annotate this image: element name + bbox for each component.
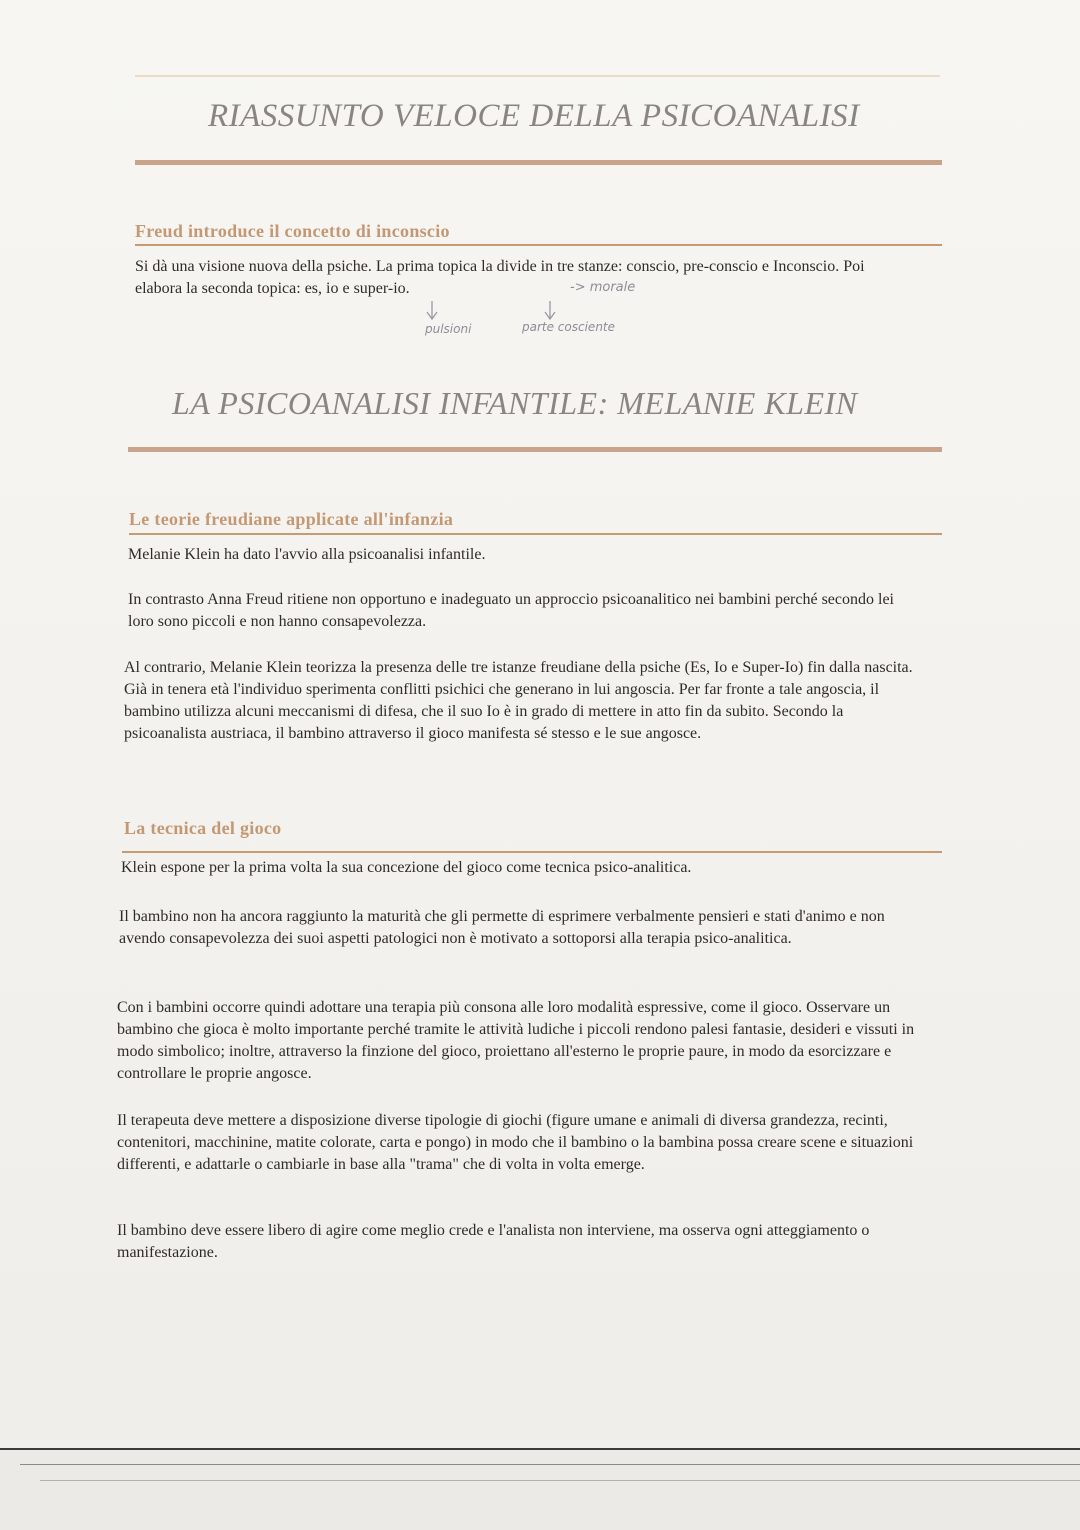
paper-bottom-edge [0, 1448, 1080, 1530]
paragraph-gioco-2: Il bambino non ha ancora raggiunto la maturità che gli permette di esprimere verbalmente pensieri e stati d'animo e non avendo consapevolezza dei suoi aspetti patologici non è motivato a sottoporsi alla terapia psico-analitica. [119, 908, 885, 947]
section-rule-freud [135, 244, 942, 246]
pencil-arrow-down-icon [424, 300, 440, 322]
section-heading-teorie: Le teorie freudiane applicate all'infanzia [129, 509, 454, 529]
section-rule-gioco [122, 851, 942, 853]
main-title: RIASSUNTO VELOCE DELLA PSICOANALISI [208, 98, 860, 134]
paragraph-teorie-1: Melanie Klein ha dato l'avvio alla psicoanalisi infantile. [128, 546, 486, 563]
main-title-rule [135, 160, 942, 165]
klein-title-rule [128, 447, 942, 452]
pencil-arrow-down-icon [542, 300, 558, 322]
paragraph-gioco-3: Con i bambini occorre quindi adottare una terapia più consona alle loro modalità espressive, come il gioco. Osservare un bambino che gioca è molto importante perché tramite le attività ludiche i piccoli rendono palesi fantasie, desideri e vissuti in modo simbolico; inoltre, attraverso la finzione del gioco, proiettano all'esterno le proprie paure, in modo da esorcizzare e controllare le proprie angosce. [117, 999, 915, 1082]
section-heading-gioco: La tecnica del gioco [124, 818, 282, 838]
top-hairline [135, 75, 940, 77]
paragraph-teorie-3: Al contrario, Melanie Klein teorizza la presenza delle tre istanze freudiane della psiche (Es, Io e Super-Io) fin dalla nascita. Già in tenera età l'individuo sperimenta conflitti psichici che generano in lui angoscia. Per far fronte a tale angoscia, il bambino utilizza alcuni meccanismi di difesa, che il suo Io è in grado di mettere in atto fin da subito. Secondo la psicoanalista austriaca, il bambino attraverso il gioco manifesta sé stesso e le sue angosce. [124, 659, 913, 742]
paragraph-gioco-1: Klein espone per la prima volta la sua concezione del gioco come tecnica psico-analitica. [121, 859, 692, 876]
section-heading-freud: Freud introduce il concetto di inconscio [135, 221, 450, 241]
handwritten-note-parte-cosciente: parte cosciente [522, 320, 616, 334]
paragraph-freud-topiche: Si dà una visione nuova della psiche. La prima topica la divide in tre stanze: conscio, pre-conscio e Inconscio. Poi elabora la seconda topica: es, io e super-io. [135, 258, 865, 297]
handwritten-note-morale: -> morale [570, 280, 636, 295]
paragraph-teorie-2: In contrasto Anna Freud ritiene non opportuno e inadeguato un approccio psicoanalitico nei bambini perché secondo lei loro sono piccoli e non hanno consapevolezza. [128, 591, 894, 630]
section-rule-teorie [129, 533, 942, 535]
klein-title: LA PSICOANALISI INFANTILE: MELANIE KLEIN [172, 385, 858, 421]
handwritten-note-pulsioni: pulsioni [425, 322, 472, 336]
paragraph-gioco-5: Il bambino deve essere libero di agire come meglio crede e l'analista non interviene, ma osserva ogni atteggiamento o manifestazione. [117, 1222, 870, 1261]
paragraph-gioco-4: Il terapeuta deve mettere a disposizione diverse tipologie di giochi (figure umane e animali di diversa grandezza, recinti, contenitori, macchinine, matite colorate, carta e pongo) in modo che il bambino o la bambina possa creare scene e situazioni differenti, e adattarle o cambiarle in base alla "trama" che di volta in volta emerge. [117, 1112, 914, 1173]
